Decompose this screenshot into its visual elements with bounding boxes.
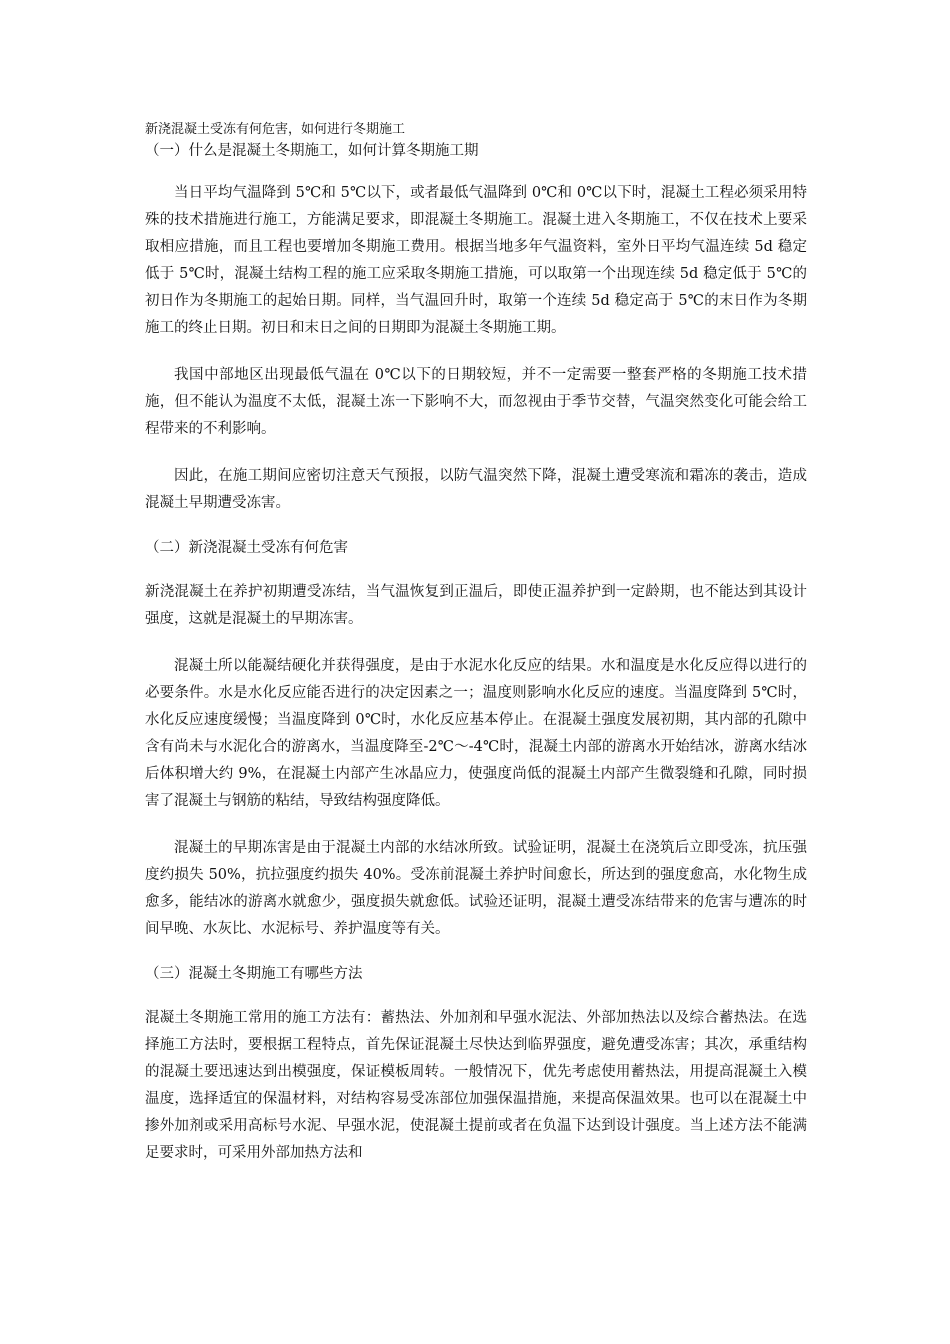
- paragraph: 当日平均气温降到 5℃和 5℃以下，或者最低气温降到 0℃和 0℃以下时，混凝土工程必须采用特殊的技术措施进行施工，方能满足要求，即混凝土冬期施工。混凝土进入冬期施工，不仅在技术上要采取相应措施，而且工程也要增加冬期施工费用。根据当地多年气温资料，室外日平均气温连续 5d 稳定低于 5℃时，混凝土结构工程的施工应采取冬期施工措施，可以取第一个出现连续 5d 稳定低于 5℃的初日作为冬期施工的起始日期。同样，当气温回升时，取第一个连续 5d 稳定高于 5℃的末日作为冬期施工的终止日期。初日和末日之间的日期即为混凝土冬期施工期。: [145, 185, 807, 336]
- paragraph: 新浇混凝土在养护初期遭受冻结，当气温恢复到正温后，即使正温养护到一定龄期，也不能达到其设计强度，这就是混凝土的早期冻害。: [145, 584, 807, 627]
- section-heading-2: （二）新浇混凝土受冻有何危害: [145, 540, 348, 556]
- paragraph: 混凝土所以能凝结硬化并获得强度，是由于水泥水化反应的结果。水和温度是水化反应得以进行的必要条件。水是水化反应能否进行的决定因素之一；温度则影响水化反应的速度。当温度降到 5℃时，水化反应速度缓慢；当温度降到 0℃时，水化反应基本停止。在混凝土强度发展初期，其内部的孔隙中含有尚未与水泥化合的游离水，当温度降至-2℃～-4℃时，混凝土内部的游离水开始结冰，游离水结冰后体积增大约 9%，在混凝土内部产生冰晶应力，使强度尚低的混凝土内部产生微裂缝和孔隙，同时损害了混凝土与钢筋的粘结，导致结构强度降低。: [145, 658, 807, 809]
- document-page: [145, 120, 807, 1167]
- paragraph: 我国中部地区出现最低气温在 0℃以下的日期较短，并不一定需要一整套严格的冬期施工技术措施，但不能认为温度不太低，混凝土冻一下影响不大，而忽视由于季节交替，气温突然变化可能会给工程带来的不利影响。: [145, 367, 807, 437]
- paragraph: 混凝土的早期冻害是由于混凝土内部的水结冰所致。试验证明，混凝土在浇筑后立即受冻，抗压强度约损失 50%，抗拉强度约损失 40%。受冻前混凝土养护时间愈长，所达到的强度愈高，水化物生成愈多，能结冰的游离水就愈少，强度损失就愈低。试验还证明，混凝土遭受冻结带来的危害与遭冻的时间早晚、水灰比、水泥标号、养护温度等有关。: [145, 840, 807, 937]
- paragraph: 混凝土冬期施工常用的施工方法有：蓄热法、外加剂和早强水泥法、外部加热法以及综合蓄热法。在选择施工方法时，要根据工程特点，首先保证混凝土尽快达到临界强度，避免遭受冻害；其次，承重结构的混凝土要迅速达到出模强度，保证模板周转。一般情况下，优先考虑使用蓄热法，用提高混凝土入模温度，选择适宜的保温材料，对结构容易受冻部位加强保温措施，来提高保温效果。也可以在混凝土中掺外加剂或采用高标号水泥、早强水泥，使混凝土提前或者在负温下达到设计强度。当上述方法不能满足要求时，可采用外部加热方法和: [145, 1010, 807, 1161]
- section-heading-3: （三）混凝土冬期施工有哪些方法: [145, 966, 363, 982]
- section-heading-1: （一）什么是混凝土冬期施工，如何计算冬期施工期: [145, 143, 479, 159]
- paragraph: 因此，在施工期间应密切注意天气预报，以防气温突然下降，混凝土遭受寒流和霜冻的袭击，造成混凝土早期遭受冻害。: [145, 468, 807, 511]
- document-title: 新浇混凝土受冻有何危害，如何进行冬期施工: [145, 122, 406, 137]
